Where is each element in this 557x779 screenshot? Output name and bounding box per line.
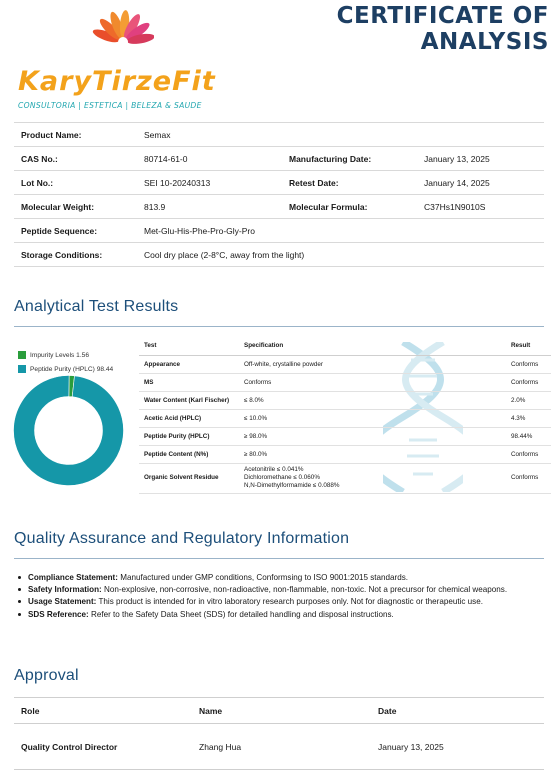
test-result: 98.44%: [506, 427, 551, 445]
product-name-label: Product Name:: [14, 123, 137, 147]
list-item: [14, 609, 554, 620]
peptide-sequence-value: Met-Glu-His-Phe-Pro-Gly-Pro: [137, 219, 544, 243]
product-name-value: Semax: [137, 123, 544, 147]
test-result: 4.3%: [506, 409, 551, 427]
flower-logo-icon: [92, 8, 154, 66]
qa-item-text: Non-explosive, non-corrosive, non-radioactive, non-flammable, non-toxic. Not a precursor for chemical weapons.: [101, 585, 508, 595]
test-name: Peptide Content (N%): [139, 445, 239, 463]
qa-item-text: Refer to the Safety Data Sheet (SDS) for detailed handling and disposal instructions.: [88, 609, 394, 619]
chart-legend: [18, 348, 113, 376]
table-row: [139, 355, 551, 373]
list-item: [14, 596, 554, 607]
header: [0, 0, 557, 120]
molecular-weight-label: Molecular Weight:: [14, 195, 137, 219]
legend-swatch: [18, 365, 26, 373]
table-row: [139, 463, 551, 493]
test-result: Conforms: [506, 373, 551, 391]
legend-item: [18, 362, 113, 376]
qa-list: [14, 572, 554, 621]
title-line-2: ANALYSIS: [420, 29, 549, 55]
test-name: Acetic Acid (HPLC): [139, 409, 239, 427]
molecular-formula-label: Molecular Formula:: [282, 195, 417, 219]
product-info-table: [14, 122, 544, 267]
brand-tagline: CONSULTORIA | ESTETICA | BELEZA & SAUDE: [18, 101, 202, 110]
spec-line: Acetonitrile ≤ 0.041%: [244, 466, 304, 473]
col-spec-header: Specification: [239, 336, 506, 355]
approver-role: Quality Control Director: [14, 724, 192, 770]
mfg-date-value: January 13, 2025: [417, 147, 544, 171]
molecular-weight-value: 813.9: [137, 195, 282, 219]
table-header-row: [139, 336, 551, 355]
title-line-1: CERTIFICATE OF: [336, 3, 549, 29]
test-name: Appearance: [139, 355, 239, 373]
test-result: Conforms: [506, 445, 551, 463]
table-row: [14, 171, 544, 195]
qa-item-text: This product is intended for in vitro laboratory research purposes only. Not for diagnostic or therapeutic use.: [96, 597, 483, 607]
col-test-header: Test: [139, 336, 239, 355]
legend-label: Peptide Purity (HPLC) 98.44: [30, 365, 114, 373]
approval-date: January 13, 2025: [371, 724, 544, 770]
list-item: [14, 572, 554, 583]
table-row: [14, 195, 544, 219]
test-name: MS: [139, 373, 239, 391]
test-name: Water Content (Karl Fischer): [139, 391, 239, 409]
qa-item-label: Compliance Statement:: [28, 573, 118, 582]
lot-value: SEI 10-20240313: [137, 171, 282, 195]
table-row: [14, 219, 544, 243]
table-row: [14, 243, 544, 267]
table-row: [139, 391, 551, 409]
lot-label: Lot No.:: [14, 171, 137, 195]
table-row: [139, 445, 551, 463]
col-role-header: Role: [14, 698, 192, 724]
retest-date-value: January 14, 2025: [417, 171, 544, 195]
approval-heading: Approval: [14, 667, 79, 684]
qa-item-label: Safety Information:: [28, 585, 102, 595]
qa-item-label: Usage Statement:: [28, 597, 97, 607]
table-row: [14, 123, 544, 147]
col-date-header: Date: [371, 698, 544, 724]
list-item: [14, 584, 554, 595]
spec-line: N,N-Dimethylformamide ≤ 0.088%: [244, 482, 340, 489]
section-divider: [14, 558, 544, 559]
test-result: Conforms: [506, 355, 551, 373]
test-result: 2.0%: [506, 391, 551, 409]
cas-value: 80714-61-0: [137, 147, 282, 171]
storage-label: Storage Conditions:: [14, 243, 137, 267]
table-row: [139, 427, 551, 445]
table-header-row: [14, 698, 544, 724]
qa-item-text: Manufactured under GMP conditions, Conformsing to ISO 9001:2015 standards.: [117, 573, 408, 582]
section-divider: [14, 326, 544, 327]
brand-name: KaryTirzeFit: [18, 66, 216, 97]
qa-item-label: SDS Reference:: [28, 609, 89, 619]
legend-item: [18, 348, 113, 362]
retest-date-label: Retest Date:: [282, 171, 417, 195]
test-spec: ≥ 80.0%: [239, 445, 506, 463]
test-results-table: [139, 336, 551, 494]
test-name: Organic Solvent Residue: [139, 463, 239, 493]
table-row: [139, 373, 551, 391]
qa-heading: Quality Assurance and Regulatory Information: [14, 530, 350, 547]
analytical-heading: Analytical Test Results: [14, 298, 179, 315]
table-row: [14, 147, 544, 171]
test-spec: Conforms: [239, 373, 506, 391]
table-row: [139, 409, 551, 427]
test-spec: ≤ 8.0%: [239, 391, 506, 409]
test-spec: ≤ 10.0%: [239, 409, 506, 427]
peptide-sequence-label: Peptide Sequence:: [14, 219, 137, 243]
test-spec: ≥ 98.0%: [239, 427, 506, 445]
purity-slice: [14, 376, 124, 486]
molecular-formula-value: C37Hs1N9010S: [417, 195, 544, 219]
col-result-header: Result: [506, 336, 551, 355]
approval-table: [14, 697, 544, 770]
table-row: [14, 724, 544, 770]
col-name-header: Name: [192, 698, 371, 724]
mfg-date-label: Manufacturing Date:: [282, 147, 417, 171]
test-name: Peptide Purity (HPLC): [139, 427, 239, 445]
test-spec: [239, 463, 506, 493]
approver-name: Zhang Hua: [192, 724, 371, 770]
purity-donut-chart: [13, 375, 124, 486]
cas-label: CAS No.:: [14, 147, 137, 171]
legend-swatch: [18, 351, 26, 359]
legend-label: Impurity Levels 1.56: [30, 351, 90, 359]
storage-value: Cool dry place (2-8°C, away from the light): [137, 243, 544, 267]
document-title: [337, 3, 549, 55]
test-spec: Off-white, crystalline powder: [239, 355, 506, 373]
test-result: Conforms: [506, 463, 551, 493]
spec-line: Dichloromethane ≤ 0.060%: [244, 474, 320, 481]
